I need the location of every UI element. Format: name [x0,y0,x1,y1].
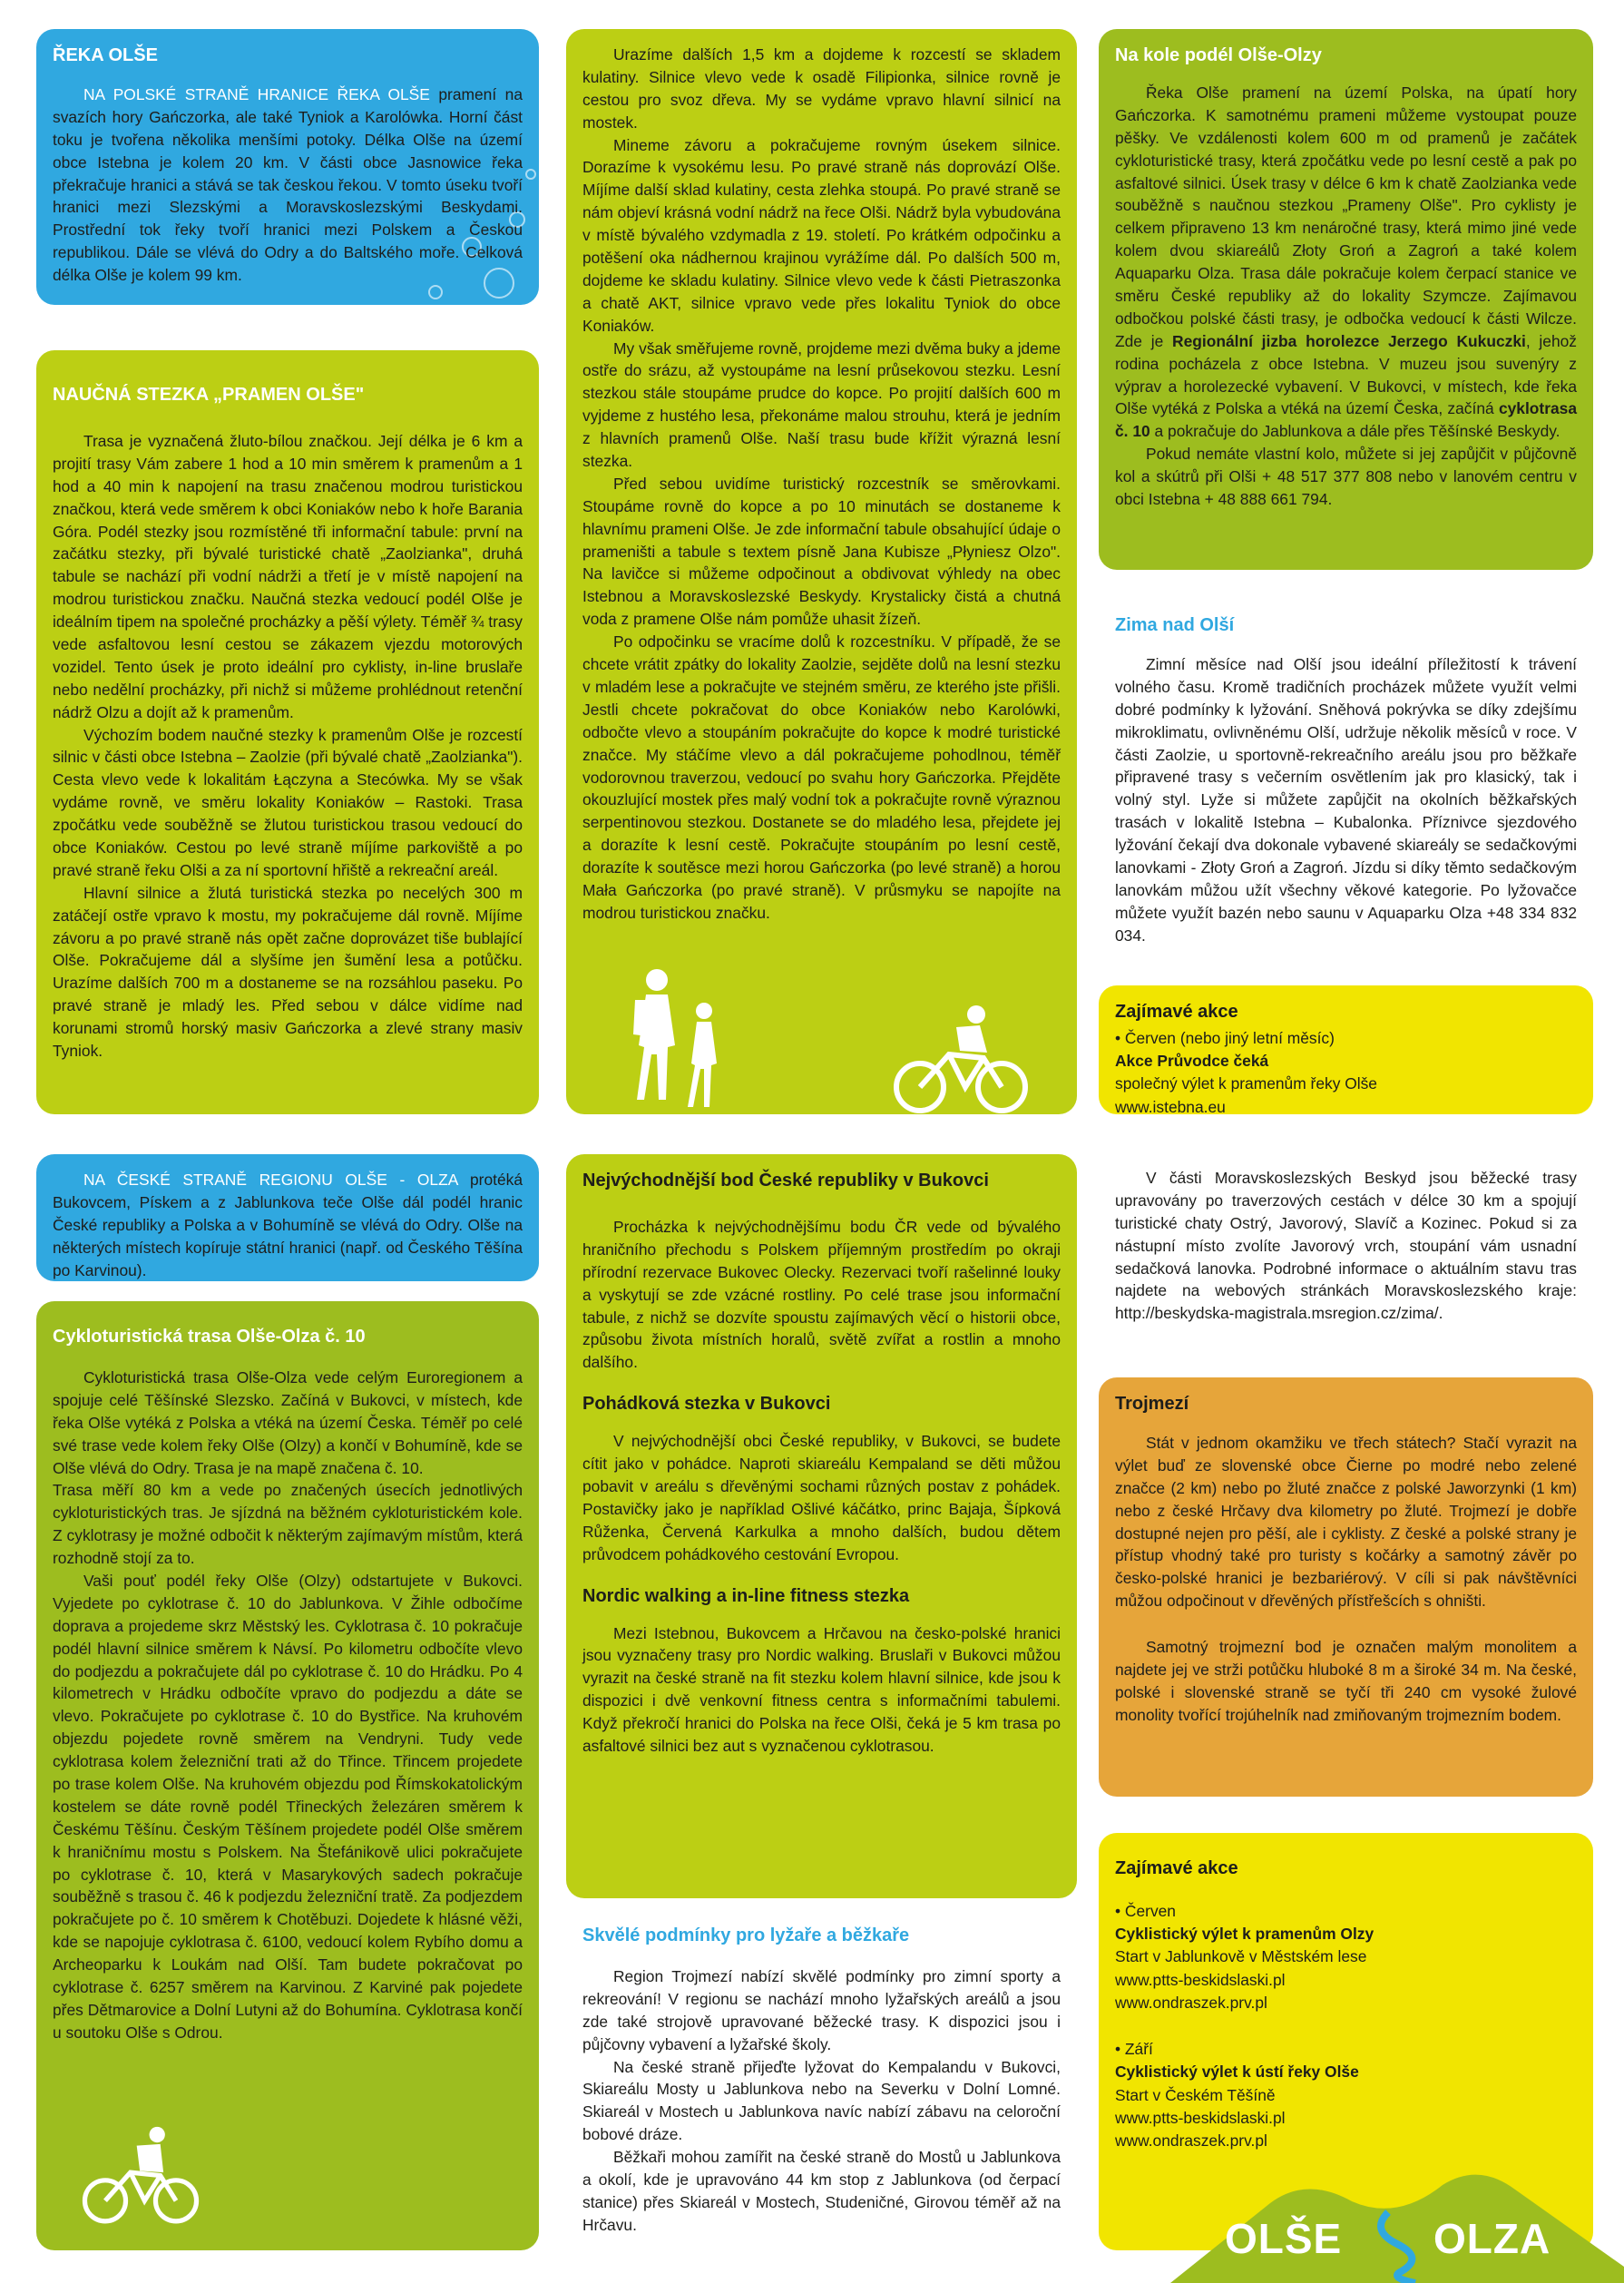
reka-olse-title: ŘEKA OLŠE [53,45,158,65]
trojmezi-title: Trojmezí [1115,1394,1189,1414]
hikers-icon [602,964,757,1114]
akce2-title: Zajímavé akce [1115,1858,1238,1878]
cyklo-p3: Vaši pouť podél řeky Olše (Olzy) odstartujete v Bukovci. Vyjedete po cyklotrase č. 10 do Jablunkova. V Žihle odbočíme doprava a projedeme skrz Městský les. Cyklotrasa č. 10 pokračuje podél hlavní silnice směrem k Návsí. Po kilometru odbočíte vlevo do podjezdu a pokračujete dál po cyklotrase č. 10 do Hrádku. Po 4 kilometrech v Hrádku odbočíte vpravo do podjezdu a dáte se vlevo. Pokračujete po cyklotrase č. 10 do Bystřice. Na kruhovém objezdu pojedete rovně směrem na Vendryni. Tudy vede cyklotrasa kolem železniční trati až do Třince. Třincem projedete po trase kolem Olše. Na kruhovém objezdu pod Římskokatolickým kostelem se dáte rovně podél Třineckých železáren směrem k Českému Těšínu. Českým Těšínem projedete podél Olše směrem k hraničnímu mostu s Polskem. Na Štefánikově ulici pokračujete po cyklotrase č. 10, která v Masarykových sadech pokračuje souběžně s trasou č. 46 k podjezdu železniční tratě. Za podjezdem pokračujete po č. 10 směrem k Chotěbuzi. Dojedete k hlásné věži, kde se napojuje cyklotrasa č. 6100, vedoucí kolem Rybího domu a Archeoparku k Loukám nad Olší. Tam budete pokračovat po cyklotrase č. 6257 směrem na Karvinou. Z Karviné pak pojedete přes Dětmarovice a Dolní Lutyni až do Bohumína. Cyklotrasa končí u soutoku Olše s Odrou. [53,1572,523,2042]
ceska-strana-lead: NA ČESKÉ STRANĚ REGIONU OLŠE - OLZA [83,1171,458,1189]
pohadkova-p: V nejvýchodnější obci České republiky, v Bukovci, se budete cítit jako v pohádce. Naproti skiareálu Kempaland se děti můžou pobavit v areálu s dřevěnými sochami různých postav z pohádek. Postavičky jako je například Ošlivé káčátko, princ Bajaja, Šípková Růženka, Červená Karkulka a mnoho dalších, budou dětem průvodcem pohádkového cestování Evropou. [582,1432,1061,1563]
olse-olza-logo [1170,2158,1624,2283]
cyclist-icon [893,1000,1029,1114]
nordic-p: Mezi Istebnou, Bukovcem a Hrčavou na česko-polské hranici jsou vyznačeny trasy pro Nordic walking. Bruslaři v Bukovci můžou vyrazit na české straně na fit stezku kolem hlavní silnice, kde jsou k dispozici i dvě venkovní fitness centra s informačními tabulemi. Když překročí hranici do Polska na řece Olši, čeká je 5 km trasa po asfaltové silnici bez aut s vyznačenou cyklotrasou. [582,1623,1061,1756]
na-kole-title: Na kole podél Olše-Olzy [1115,45,1322,65]
bukovec-title: Nejvýchodnější bod České republiky v Bukovci [582,1171,989,1190]
akce2-a-date: • Červen [1115,1902,1176,1920]
lyzare-title: Skvělé podmínky pro lyžaře a běžkaře [582,1925,910,1945]
bezecke-p1: V části Moravskoslezských Beskyd jsou běžecké trasy upravovány po traverzových cestách v délce 30 km a spojují turistické chaty Ostrý, Javorový, Slavíč a Kozinec. Pokud si za nástupní místo zvolíte Javorový vrch, stoupání vám usnadní sedačková lanovka. Podrobné informace o aktuálním stavu tras najdete na webových stránkách Moravskoslezského kraje: http://beskydska-magistrala.msregion.cz/zima/. [1115,1169,1577,1323]
middle-p4: Před sebou uvidíme turistický rozcestník se směrovkami. Stoupáme rovně do kopce a po 10 minutách se dostaneme k hlavnímu prameni Olše. Je zde informační tabule obsahující údaje o prameništi a tabule s textem písně Jana Kubisze „Płyniesz Olzo". Na lavičce si můžeme odpočinout a obdivovat výhledy na obec Istebnou a Moravskoslezské Beskydy. Krystalicky čistá a chutná voda z pramene Olše nám pomůže uhasit žízeň. [582,474,1061,629]
ceska-strana-body: protéká Bukovcem, Pískem a z Jablunkova teče Olše dál podél hranic České republiky a Polska a v Bohumíně se vlévá do Odry. Olše na některých místech kopíruje státní hranici (např. od Českého Těšína po Karvinou). [53,1171,523,1279]
akce1-item-date: • Červen (nebo jiný letní měsíc) [1115,1029,1335,1047]
logo-text-left: OLŠE [1225,2215,1343,2262]
lyzare-box [566,1909,1077,2263]
reka-olse-text [53,83,523,287]
logo-text-right: OLZA [1433,2215,1551,2262]
cyklo-p1: Cykloturistická trasa Olše-Olza vede celým Euroregionem a spojuje celé Těšínské Slezsko. Začíná v Bukovci, v místech, kde řeka Olše vytéká z Polska a vtéká na území Česka. Téměř po celé své trase vede kolem řeky Olše (Olzy) a končí v Bohumíně, kde se Olše vlévá do Odry. Trasa je na mapě značena č. 10. [53,1368,523,1477]
na-kole-p2: Pokud nemáte vlastní kolo, můžete si jej zapůjčit v půjčovně kol a skútrů při Olši + 48 517 377 808 nebo v lanovém centru v obci Istebna + 48 888 661 794. [1115,445,1577,509]
bukovec-box [566,1154,1077,1898]
lyzare-p3: Běžkaři mohou zamířit na české straně do Mostů u Jablunkova a okolí, kde je upravováno 44 km stop z Jablunkova (od čerpací stanice) přes Skiareál v Mostech, Studeničné, Girovou téměř až na Hrčavu. [582,2148,1061,2234]
trojmezi-p2: Samotný trojmezní bod je označen malým monolitem a najdete jej ve strži potůčku hluboké 8 m a široké 34 m. Na české, polské i slovenské straně se tyčí tři 240 cm vysoké žulové monolity tvořící trojúhelník nad zmiňovaným trojmezním bodem. [1115,1638,1577,1724]
akce2-a-name: Cyklistický výlet k pramenům Olzy [1115,1925,1375,1944]
na-kole-p1-c: , jehož rodina pocházela z obce Istebna. V muzeu jsou suvenýry z výprav a horolezecké vybavení. V Bukovci, v místech, kde řeka Olše vytéká z Polska a vtéká na území Česka, začíná [1115,331,1578,418]
akce2-b-link2[interactable]: www.ondraszek.prv.pl [1115,2131,1267,2151]
akce2-a-start: Start v Jablunkově v Městském lese [1115,1947,1367,1966]
reka-olse-box [36,29,539,305]
na-kole-p1 [1115,82,1577,443]
middle-p3: My však směřujeme rovně, projdeme mezi dvěma buky a jdeme ostře do srázu, až vystoupáme na lesní průsekovou stezku. Lesní stezkou stále stoupáme prudce do kopce. Po projití dalších 600 m vyjdeme z hustého lesa, překonáme malou strouhu, která je jedním z hlavních pramenů Olše. Naší trasu bude křížit výrazná lesní stezka. [582,338,1061,471]
cyklotrasa-title: Cykloturistická trasa Olše-Olza č. 10 [53,1327,366,1347]
stezka-pokracovani-box [566,29,1077,1114]
middle-p1: Urazíme dalších 1,5 km a dojdeme k rozcestí se skladem kulatiny. Silnice vlevo vede k osadě Filipionka, silnice rovně je cestou pro svoz dřeva. My se vydáme vpravo hlavní silnicí na mostek. [582,45,1061,132]
bezecke-trasy-box [1099,1152,1593,1334]
trojmezi-p1: Stát v jednom okamžiku ve třech státech? Stačí vyrazit na výlet buď ze slovenské obce Čierne po modré nebo zelené značce (2 km) nebo po žluté značce z polské Jaworzynki (1 km) nebo z české Hrčavy dva kilometry po žluté. Trojmezí je dobře dostupné nejen pro pěší, ale i cyklisty. Z české a polské strany je přístup vhodný také pro turisty s kočárky a samotný závěr po česko-polské hranici je bezbariérový. V cíli si pak návštěvníci můžou odpočinout v dřevěných přístřešcích s ohništi. [1115,1434,1577,1611]
naucna-p1: Trasa je vyznačená žluto-bílou značkou. Její délka je 6 km a projití trasy Vám zabere 1 hod a 10 min směrem k pramenům a 1 hod a 40 min k napojení na trasu značenou modrou turistickou značkou, která vede směrem k obci Koniaków nebo k hoře Barania Góra. Podél stezky jsou rozmístěné tři informační tabule: první na začátku stezky, při bývalé turistické chatě „Zaolzianka", druhá tabule se nachází při vodní nádrži a třetí je v místě napojení na modrou turistickou značku. Naučná stezka vedoucí podél Olše je ideálním tipem na společné procházky a pěší výlety. Téměř ¾ trasy vede asfaltovou lesní cestou se zákazem vjezdu motorových vozidel. Tento úsek je proto ideální pro cyklisty, in-line bruslaře nebo nedělní procházky, při nichž si můžeme prohlédnout retenční nádrž Olzu a dojít až k pramenům. [53,432,523,721]
akce1-item-name: Akce Průvodce čeká [1115,1052,1269,1071]
na-kole-highlight-museum: Regionální jizba horolezce Jerzego Kukuczki [1172,331,1526,350]
ceska-strana-text [53,1169,523,1281]
na-kole-box [1099,29,1593,570]
akce2-b-link1[interactable]: www.ptts-beskidslaski.pl [1115,2108,1286,2127]
middle-p2: Mineme závoru a pokračujeme rovným úsekem silnice. Dorazíme k vysokému lesu. Po pravé straně nás doprovází Olše. Míjíme další sklad kulatiny, cesta zlehka stoupá. Po pravé straně se nám objeví krásná vodní nádrž na řece Olši. Nádrž byla vybudována v místě bývalého vzdymadla z 19. století. Po krátkém odpočinku a potěšení oka nádhernou krajinou vyrážíme dál. Po dalších 500 m, dojdeme ke skladu kulatiny. Silnice vlevo vede k části Pietraszonka a chatě AKT, silnice vpravo vede přes lokalitu Tyniok do obce Koniaków. [582,135,1061,335]
nordic-title: Nordic walking a in-line fitness stezka [582,1585,910,1606]
pohadkova-title: Pohádková stezka v Bukovci [582,1394,831,1415]
reka-olse-body: pramení na svazích hory Gańczorka, ale také Tyniok a Karolówka. Horní část toku je tvořena několika menšími potoky. Délka Olše na území obce Istebna je kolem 20 km. V části obce Jasnowice řeka překračuje hranici a stává se tak českou řekou. V tomto úseku tvoří hranici mezi Slezskými a Moravskoslezskými Beskydami. Prostřední tok řeky tvoří hranici mezi Polskem a Českou republikou. Dále se vlévá do Odry a do Baltského moře. Celková délka Olše je kolem 99 km. [53,85,523,285]
cyclist-icon [82,2114,200,2232]
ceska-strana-box [36,1154,539,1281]
na-kole-highlight-route: cyklotrasa č. 10 [1115,399,1577,441]
lyzare-p2: Na české straně přijeďte lyžovat do Kempalandu v Bukovci, Skiareálu Mosty u Jablunkova nebo na Severku v Dolní Lomné. Skiareál v Mostech u Jablunkova navíc nabízí zábavu na celoroční bobové dráze. [582,2057,1061,2144]
lyzare-p1: Region Trojmezí nabízí skvělé podmínky pro zimní sporty a rekreování! V regionu se nachází mnoho lyžařských areálů a jsou zde také strojově upravované běžecké trasy. K dispozici jsou i půjčovny vybavení a lyžařské školy. [582,1967,1061,2053]
akce2-a-link1[interactable]: www.ptts-beskidslaski.pl [1115,1970,1286,1989]
na-kole-p1-e: a pokračuje do Jablunkova a dále přes Těšínské Beskydy. [1154,422,1560,441]
akce2-b-name: Cyklistický výlet k ústí řeky Olše [1115,2063,1359,2082]
akce1-box [1099,985,1593,1114]
zima-box [1099,599,1593,962]
middle-p5: Po odpočinku se vracíme dolů k rozcestníku. V případě, že se chcete vrátit zpátky do lokality Zaolzie, sejděte dolů na lesní stezku v mladém lese a pokračujte ve stejném směru, ze kterého jste přišli. Jestli chcete pokračovat do obce Koniaków nebo Karolówki, odbočte vlevo a stoupáním pokračujte do kopce k modré turistické značce. My stáčíme vlevo a dál pokračujeme pohodlnou, téměř vodorovnou traverzou, vedoucí po svahu hory Gańczorka. Přejděte okouzlující mostek přes malý vodní tok a pokračujte rovně výraznou serpentinovou stezkou. Dostanete se do mladého lesa, přejdete jej a dorazíte k lesní cestě. Pokračujte stoupáním po lesní cestě, dorazíte k soutěsce mezi horou Gańczorka (po levé straně) a horou Mała Gańczorka (po pravé straně). V průsmyku se napojíte na modrou turistickou značku. [582,632,1061,922]
akce2-b-start: Start v Českém Těšíně [1115,2085,1276,2104]
cyklo-p2: Trasa měří 80 km a vede po značených úsecích jednotlivých cykloturistických tras. Je sjízdná na běžném cykloturistickém kole. Z cyklotrasy je možné odbočit k některým zajímavým místům, která rozhodně stojí za to. [53,1481,523,1568]
cyklotrasa-box [36,1301,539,2250]
akce1-item-desc: společný výlet k pramenům řeky Olše [1115,1074,1377,1093]
akce1-title: Zajímavé akce [1115,1002,1238,1022]
akce1-item-link[interactable]: www.istebna.eu [1115,1097,1226,1114]
naucna-p2: Výchozím bodem naučné stezky k pramenům Olše je rozcestí silnic v části obce Istebna – Zaolzie (při bývalé chatě „Zaolzianka"). Cesta vlevo vede k lokalitám Łączyna a Stecówka. My se však vydáme rovně, ve směru lokality Koniaków – Rastoki. Trasa zpočátku vede souběžně se žlutou turistickou trasou vedoucí do obce Koniaków. Cestou po levé straně míjíme parkoviště a po pravé straně řeku Olši a za ní sportovní hřiště a rekreační areál. [53,725,523,879]
naucna-p3: Hlavní silnice a žlutá turistická stezka po necelých 300 m zatáčejí ostře vpravo k mostu, my pokračujeme dál rovně. Míjíme závoru a po pravé straně nás opět začne doprovázet tiše bublající Olše. Pokračujeme dál a slyšíme jen šumění lesa a potůčku. Urazíme dalších 700 m a dostaneme se na rozsáhlou paseku. Po pravé straně je mladý les. Před sebou v dálce vidíme nad korunami stromů horský masiv Gańczorka a zlevé strany masiv Tyniok. [53,883,523,1061]
naucna-stezka-title: NAUČNÁ STEZKA „PRAMEN OLŠE" [53,385,365,405]
naucna-stezka-box [36,350,539,1114]
akce2-b-date: • Září [1115,2040,1153,2059]
zima-title: Zima nad Olší [1115,615,1235,635]
bukovec-p1: Procházka k nejvýchodnějšímu bodu ČR vede od bývalého hraničního přechodu s Polskem příjemným prostředím po okraji přírodní rezervace Bukovec Olecky. Rezervaci tvoří rašelinné louky a vyskytují se zde vzácné rostliny. Po celé trase jsou informační tabule, z nichž se dozvíte spoustu zajímavých věcí o historii obce, způsobu života místních horalů, světě zvířat a rostlin a mnoho dalšího. [582,1218,1061,1372]
zima-p1: Zimní měsíce nad Olší jsou ideální příležitostí k trávení volného času. Kromě tradičních procházek můžete využít velmi dobré podmínky k lyžování. Sněhová pokrývka se díky zdejšímu mikroklimatu, ovlivněnému Olší, udržuje několik měsíců v roce. V části Zaolzie, u sportovně-rekreačního areálu jsou pro běžkaře připravené trasy s večerním osvětlením jak pro klasický, tak i volný styl. Lyže si můžete zapůjčit na okolních běžkařských trasách v lokalitě Istebna – Kubalonka. Příznivce sjezdového lyžování čekají dva dokonale vybavené skiareály se sedačkovými lanovkami - Złoty Groń a Zagroń. Jízdu si díky těmto sedačkovým lanovkám můžou užít všechny věkové kategorie. Po lyžovačce můžete využít bazén nebo saunu v Aquaparku Olza +48 334 832 034. [1115,655,1577,945]
reka-olse-lead: NA POLSKÉ STRANĚ HRANICE ŘEKA OLŠE [83,85,430,103]
na-kole-p1-a: Řeka Olše pramení na území Polska, na úpatí hory Gańczorka. K samotnému prameni můžeme vystoupat pouze pěšky. Ve vzdálenosti kolem 600 m od pramenů je začátek cykloturistické trasy, která zpočátku vede po lesní cestě a pak po asfaltové silnici. Úsek trasy v délce 6 km k chatě Zaolzianka vede souběžně s naučnou stezkou „Prameny Olše". Pro cyklisty je celkem připraveno 13 km nenáročné trasy, která mimo jiné vede kolem dvou skiareálů Złoty Groń a Zagroń a také kolem Aquaparku Olza. Trasa dále pokračuje kolem čerpací stanice ve směru České republiky až do lokality Szymcze. Zajímavou odbočkou polské části trasy, je odbočka vedoucí k části Wilcze. Zde je [1115,83,1577,350]
akce2-a-link2[interactable]: www.ondraszek.prv.pl [1115,1993,1267,2012]
trojmezi-box [1099,1377,1593,1797]
